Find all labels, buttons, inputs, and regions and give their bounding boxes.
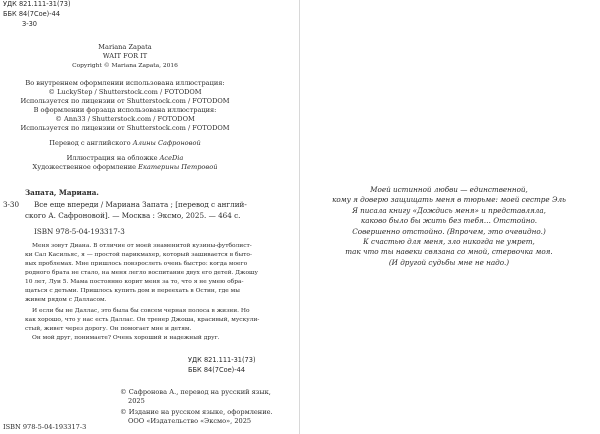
- copyright-translation: © Сафронова А., перевод на русский язык,: [120, 388, 271, 396]
- illustration-credit: Во внутреннем оформлении использована иллюстрация:: [25, 79, 225, 87]
- catalog-line: ского А. Сафроновой]. — Москва : Эксмо, 2025. — 464 с.: [25, 211, 241, 220]
- art-name: Екатерины Петровой: [138, 163, 218, 171]
- art-credit: [0, 164, 250, 171]
- bbk-top: ББК 84(7Сое)-44: [3, 10, 61, 18]
- copyright-publisher: ООО «Издательство «Эксмо», 2025: [128, 417, 252, 425]
- annotation-line: родного брата не стало, на меня легло воспитание двух его детей. Джошу: [25, 270, 258, 276]
- epigraph-line: Я писала книгу «Дождись меня» и представляла,: [352, 205, 546, 215]
- illustration-credit: Используется по лицензии от Shutterstock.com / FOTODOM: [20, 124, 230, 132]
- isbn-bottom: ISBN 978-5-04-193317-3: [3, 423, 87, 431]
- udk-bottom: УДК 821.111-31(73): [188, 356, 256, 364]
- cover-prefix: Иллюстрация на обложке: [66, 154, 160, 162]
- annotation-line: вых проблемах. Мне пришлось повзрослеть очень быстро: когда моего: [25, 261, 248, 267]
- epigraph-line: Совершенно отстойно. (Впрочем, это очевидно.): [352, 226, 546, 236]
- copyright-en: Copyright © Mariana Zapata, 2016: [72, 63, 178, 69]
- translator-prefix: Перевод с английского: [49, 139, 133, 147]
- cover-credit: [0, 155, 250, 162]
- catalog-line: Все еще впереди / Мариана Запата ; [перевод с англий-: [34, 200, 247, 209]
- isbn-line: ISBN 978-5-04-193317-3: [34, 227, 125, 236]
- annotation-line: ки Сал Касильяс, я — простой парикмахер, который зашивается в быто-: [25, 252, 252, 258]
- translator-name: Алины Сафроновой: [132, 139, 201, 147]
- copyright-edition: © Издание на русском языке, оформление.: [120, 408, 273, 416]
- epigraph-line: Моей истинной любви — единственной,: [370, 185, 528, 194]
- cover-name: AceDia: [159, 154, 184, 162]
- annotation-line: И если бы не Даллас, это была бы совсем черная полоса в жизни. Но: [32, 308, 250, 314]
- epigraph-line: каково было бы жить без тебя… Отстойно.: [360, 216, 538, 226]
- annotation-line: Он мой друг, понимаете? Очень хороший и надежный друг.: [32, 335, 220, 341]
- copyright-translation-year: 2025: [128, 397, 145, 405]
- illustration-credit: В оформлении форзаца использована иллюстрация:: [33, 106, 217, 114]
- translator-credit: [0, 140, 250, 147]
- illustration-credit: © Ann33 / Shutterstock.com / FOTODOM: [55, 115, 195, 123]
- art-prefix: Художественное оформление: [32, 163, 139, 171]
- epigraph-line: (И другой судьбы мне не надо.): [388, 257, 510, 267]
- dedication-epigraph: [300, 185, 598, 268]
- epigraph-line: кому я доверю защищать меня в тюрьме: моей сестре Эль: [332, 195, 566, 205]
- udk-top: УДК 821.111-31(73): [3, 0, 71, 8]
- bbk-bottom: ББК 84(7Сое)-44: [188, 366, 246, 374]
- author-en: Mariana Zapata: [98, 43, 152, 51]
- title-en: WAIT FOR IT: [102, 52, 148, 60]
- illustration-credit: Используется по лицензии от Shutterstock.com / FOTODOM: [20, 97, 230, 105]
- annotation-line: как хорошо, что у нас есть Даллас. Он тренер Джоша, красивый, мускули-: [25, 317, 260, 323]
- code-top: З-30: [22, 20, 37, 28]
- catalog-heading: Запата, Мариана.: [25, 188, 99, 197]
- illustration-credit: © LuckyStep / Shutterstock.com / FOTODOM: [48, 88, 202, 96]
- epigraph-line: К счастью для меня, зло никогда не умрет,: [363, 237, 535, 247]
- annotation-line: Меня зовут Диана. В отличие от моей знаменитой кузины-футболист-: [32, 243, 252, 249]
- annotation-line: живем рядом с Далласом.: [25, 297, 107, 303]
- annotation-line: стый, живет через дорогу. Он помогает мне и детям.: [25, 326, 192, 332]
- catalog-code: З-30: [3, 200, 20, 209]
- epigraph-line: так что ты навеки связана со мной, стервочка моя.: [345, 247, 553, 257]
- right-page: [300, 0, 600, 434]
- annotation-line: щаться с детьми. Пришлось купить дом и переехать в Остин, где мы: [25, 288, 240, 294]
- annotation-line: 10 лет, Луи 5. Мама постоянно корит меня за то, что я не умею обра-: [25, 279, 244, 285]
